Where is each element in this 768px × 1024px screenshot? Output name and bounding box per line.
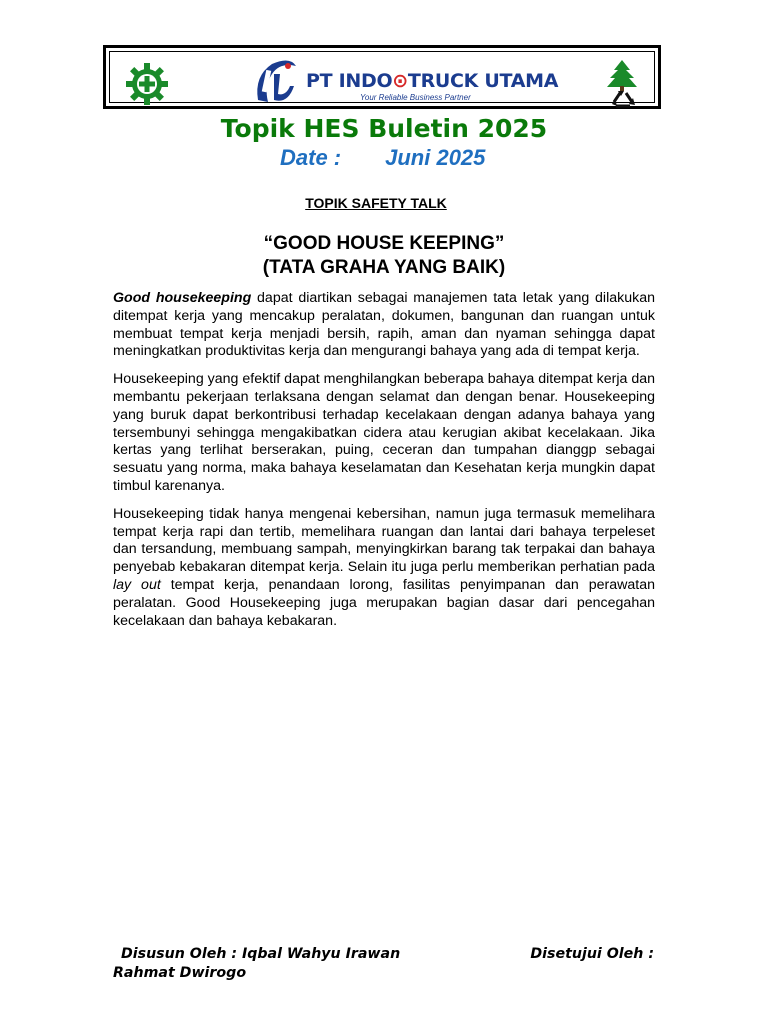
paragraph-1: Good housekeeping dapat diartikan sebagai manajemen tata letak yang dilakukan ditempat kerja yang mencakup peralatan, dokumen, bangunan dan ruangan untuk membuat tempat kerja menjadi bersih, rapih, aman dan nyaman sehingga dapat meningkatkan produktivitas kerja dan mengurangi bahaya yang ada di tempat kerja. (113, 290, 655, 360)
prepared-by: Disusun Oleh : Iqbal Wahyu Irawan (121, 946, 401, 962)
date-value: Juni 2025 (385, 145, 486, 170)
signature-footer (113, 945, 658, 983)
company-tagline: Your Reliable Business Partner (360, 93, 471, 102)
date-label: Date : (280, 145, 342, 170)
approved-by: Disetujui Oleh : (530, 946, 654, 962)
itu-logo-icon (250, 56, 300, 108)
topic-label: TOPIK SAFETY TALK (305, 195, 447, 211)
header-inner-border (109, 51, 655, 103)
safety-gear-cross-icon (124, 61, 170, 107)
paragraph-3: Housekeeping tidak hanya mengenai kebersihan, namun juga termasuk memelihara tempat kerja rapi dan tertib, memelihara ruangan dan lantai dari bahaya terpeleset dan tersandung, membuang sampah, menyingkirkan barang tak terpakai dan bahaya penyebab kebakaran ditempat kerja. Selain itu juga perlu memberikan perhatian pada lay out tempat kerja, penandaan lorong, fasilitas penyimpanan dan perawatan peralatan. Good Housekeeping juga merupakan bagian dasar dari pencegahan kecelakaan dan bahaya kebakaran. (113, 505, 655, 629)
header-banner (103, 45, 661, 109)
bulletin-title: Topik HES Buletin 2025 (220, 114, 548, 143)
green-tree-recycle-icon (600, 58, 644, 110)
main-title (0, 232, 768, 280)
main-title-line-1: “GOOD HOUSE KEEPING” (263, 233, 505, 254)
company-name: PT INDO⊙TRUCK UTAMA (306, 70, 559, 92)
main-title-line-2: (TATA GRAHA YANG BAIK) (262, 257, 506, 278)
bulletin-date (280, 145, 485, 171)
paragraph-2: Housekeeping yang efektif dapat menghilangkan beberapa bahaya ditempat kerja dan membantu pekerjaan terlaksana dengan selamat dan dengan benar. Housekeeping yang buruk dapat berkontribusi terhadap kecelakaan dengan adanya bahaya yang tersembunyi sehingga mengakibatkan cidera atau kerugian akibat kecelakaan. Jika kertas yang terlihat berserakan, puing, ceceran dan tumpahan dianggp sebagai sesuatu yang norma, maka bahaya keselamatan dan Kesehatan kerja mungkin dapat timbul karenanya. (113, 371, 655, 494)
article-body (113, 290, 655, 640)
approver-name: Rahmat Dwirogo (113, 965, 247, 981)
